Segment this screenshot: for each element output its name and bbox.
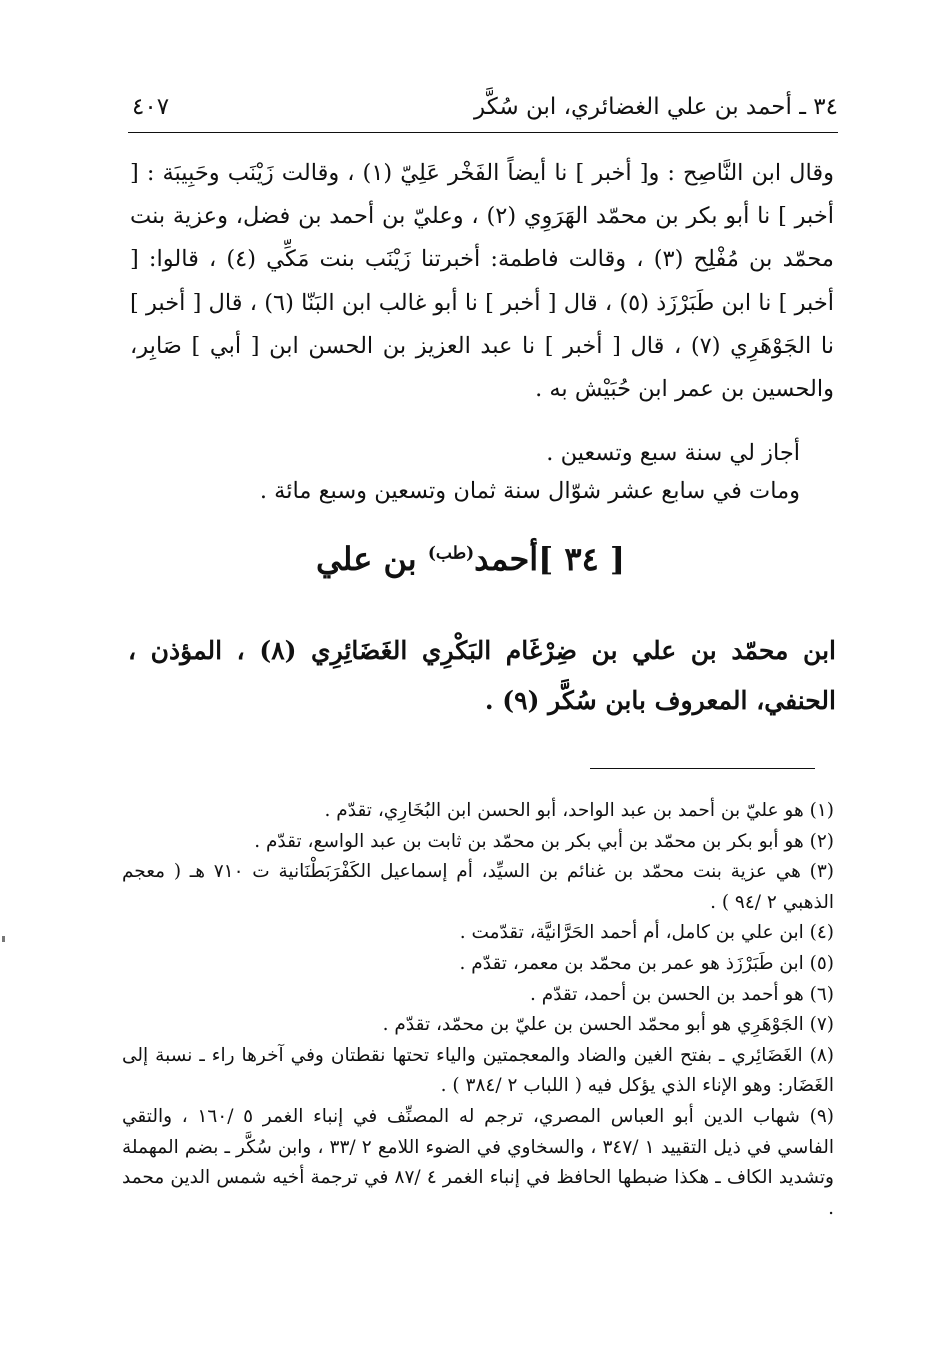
running-title: ٣٤ ـ أحمد بن علي الغضائري، ابن سُكَّر xyxy=(474,94,838,120)
footnote: (٤) ابن علي بن كامل، أم أحمد الحَرَّانيَّة، تقدّمت . xyxy=(459,922,834,944)
entry-title-open: [ ٣٤ ]أحمد xyxy=(474,540,626,578)
footnote: (٨) الغَضَائِري ـ بفتح الغين والضاد والمعجمتين والياء تحتها نقطتان وفي آخرها راء ـ نسبة إلى الغَضَار: وهو الإناء الذي يؤكل فيه ( اللباب ٢ /٣٨٤ ) . xyxy=(122,1044,834,1097)
footnote: (٩) شهاب الدين أبو العباس المصري، ترجم له المصنِّف في إنباء الغمر ٥ /١٦٠ ، والتقي الفاسي في ذيل التقييد ١ /٣٤٧ ، والسخاوي في الضوء اللامع ٢ /٣٣ ، وابن سُكَّر ـ بضم المهملة وتشديد الكاف ـ هكذا ضبطها الحافظ في إنباء الغمر ٤ /٨٧ في ترجمة أخيه شمس الدين محمد . xyxy=(122,1105,834,1219)
footnote: (٣) هي عزية بنت محمّد بن غنائم بن السيِّد، أم إسماعيل الكَفْرَبَطْنَانية ت ٧١٠ هـ ( معجم الذهبي ٢ /٩٤ ) . xyxy=(122,861,835,913)
death-line: ومات في سابع عشر شوّال سنة ثمان وتسعين وسبع مائة . xyxy=(259,478,800,504)
entry-title-code: (طب) xyxy=(427,543,475,564)
page-number: ٤٠٧ xyxy=(132,94,170,120)
entry-title-close: بن علي xyxy=(315,540,428,578)
entry-title xyxy=(200,540,741,578)
chain-of-transmission xyxy=(130,152,834,411)
footnote: (٥) ابن طَبَرْزَذ هو عمر بن محمّد بن معمر، تقدّم . xyxy=(459,952,834,974)
footnote-separator xyxy=(590,768,815,769)
footnote: (١) هو عليّ بن أحمد بن عبد الواحد، أبو الحسن ابن البُخَارِي، تقدّم . xyxy=(324,800,834,821)
footnotes xyxy=(122,796,834,1224)
ijaza-block xyxy=(200,434,800,510)
footnote: (٧) الجَوْهَرِي هو أبو محمّد الحسن بن عليّ بن محمّد، تقدّم . xyxy=(382,1014,834,1036)
entry-subtitle: ابن محمّد بن علي بن ضِرْغَام البَكْرِي الغَضَائِرِي (٨) ، المؤذن ، الحنفي، المعروف بابن سُكَّر (٩) . xyxy=(128,636,836,715)
entry-lineage xyxy=(128,626,836,726)
footnote: (٦) هو أحمد بن الحسن بن أحمد، تقدّم . xyxy=(530,983,834,1005)
footnote: (٢) هو أبو بكر بن محمّد بن أبي بكر بن محمّد بن ثابت بن عبد الواسع، تقدّم . xyxy=(254,830,834,852)
body-paragraph: وقال ابن النَّاصِح : و[ أخبر ] نا أيضاً الفَخْر عَلِيّ (١) ، وقالت زَيْنَب وحَبِيبَة : [ أخبر ] نا أبو بكر بن محمّد الهَرَوِي (٢) ، وعليّ بن أحمد بن فضل، وعزية بنت محمّد بن مُفْلِح (٣) ، وقالت فاطمة: أخبرتنا زَيْنَب بنت مَكِّي (٤) ، قالوا: [ أخبر ] نا ابن طَبَرْزَذ (٥) ، قال [ أخبر ] نا أبو غالب ابن البَنّا (٦) ، قال [ أخبر ] نا الجَوْهَرِي (٧) ، قال [ أخبر ] نا عبد العزيز بن الحسن ابن [ أبي ] صَابِر، والحسين بن عمر ابن حُبَيْش به . xyxy=(130,160,834,403)
running-header xyxy=(128,92,838,133)
scan-margin-mark xyxy=(2,936,5,942)
ijaza-line: أجاز لي سنة سبع وتسعين . xyxy=(546,440,800,466)
